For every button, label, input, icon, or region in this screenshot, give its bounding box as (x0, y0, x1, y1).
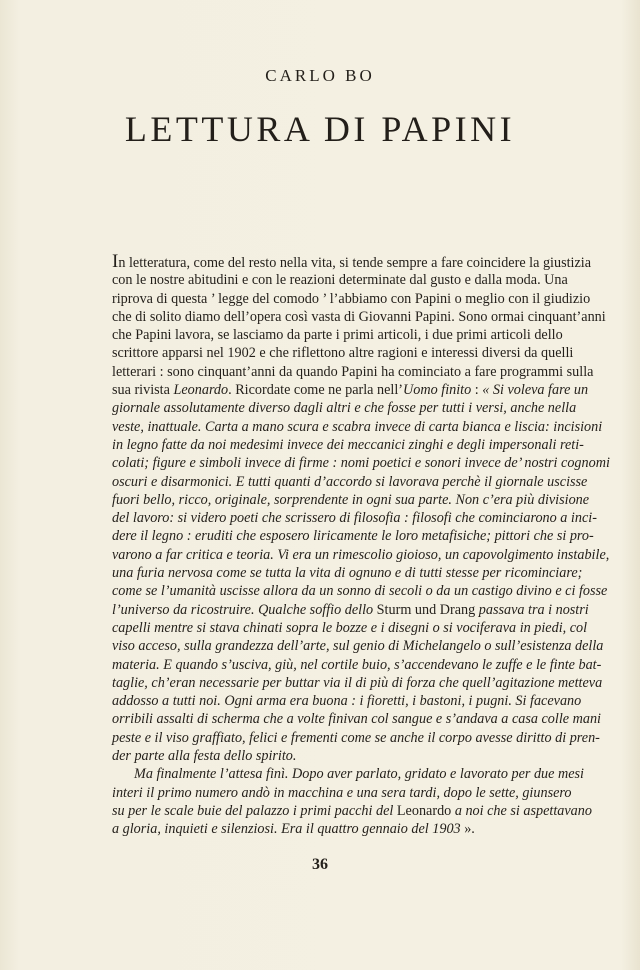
text-line (112, 436, 584, 454)
text-segment: Sturm (376, 601, 412, 618)
text-segment: : (471, 382, 483, 399)
text-line (112, 509, 597, 527)
text-line (112, 710, 601, 728)
text-line (112, 601, 589, 619)
text-line (112, 381, 589, 399)
article-title: LETTURA DI PAPINI (124, 109, 516, 149)
text-segment: . Ricordate come ne parla nell’ (228, 382, 404, 399)
text-segment: a noi che si aspettavano (451, 802, 592, 819)
text-segment: und (411, 601, 440, 618)
text-line (112, 582, 608, 600)
text-line (112, 656, 602, 674)
text-line (112, 692, 582, 710)
page-number: 36 (312, 856, 328, 873)
text-segment: Drang (439, 601, 476, 618)
text-line (112, 271, 568, 289)
text-segment: a gloria, inquieti e silenziosi. Era il quattro gennaio del 1903 (112, 821, 465, 838)
text-segment: varono a far critica e teoria. Vi era un rimescolio gioioso, un capovolgimento instabile, (112, 546, 610, 563)
text-line (112, 619, 588, 637)
author-name: CARLO BO (265, 66, 375, 85)
text-segment: su per le scale buie del palazzo i primi pacchi del (112, 802, 397, 819)
text-segment: viso acceso, sulla grandezza dell’arte, sul genio di Michelangelo o sull’esistenza della (112, 638, 604, 655)
text-line (112, 399, 577, 417)
text-segment: giornale assolutamente diverso dagli altri e che fosse per tutti i versi, anche nella (112, 400, 577, 417)
text-segment: come se l’umanità uscisse allora da un sonno di secoli o da un castigo divino e ci fosse (112, 583, 608, 600)
text-segment: Leonardo (396, 802, 452, 819)
initial-letter: I (112, 251, 119, 272)
text-segment: orribili assalti di scherma che a volte finivan col sangue e s’andava a casa colle mani (112, 711, 601, 728)
text-line (112, 344, 574, 362)
text-line (112, 747, 538, 765)
text-segment: der parte alla festa dello spirito. (112, 748, 297, 765)
text-segment: sua rivista (112, 382, 174, 399)
text-segment: fuori bello, ricco, originale, sorprendente in ogni sua parte. Non c’era più divisione (112, 491, 590, 508)
text-segment: che Papini lavora, se lasciamo da parte i primi articoli, i due primi articoli dello (112, 327, 563, 344)
text-line (112, 784, 572, 802)
text-line (112, 473, 588, 491)
text-segment: Leonardo (173, 382, 229, 399)
text-line (112, 308, 606, 326)
text-line (112, 674, 603, 692)
text-segment: una furia nervosa come se tutta la vita di ognuno e di tutti stesse per ricominciare; (112, 565, 583, 582)
text-segment: capelli mentre si stava chinati sopra le bozze e i disegni o si vociferava in piedi, col (112, 619, 588, 636)
text-line (112, 820, 538, 838)
text-segment: Ma finalmente l’attesa finì. Dopo aver parlato, gridato e lavorato per due mesi (134, 766, 585, 783)
text-line (112, 418, 603, 436)
text-line (112, 326, 563, 344)
text-segment: riprova di questa ’ legge del comodo ’ l’abbiamo con Papini o meglio con il giudizio (112, 290, 591, 307)
text-line (112, 491, 590, 509)
text-segment: In letteratura, come del resto nella vita, si tende sempre a fare coincidere la giustizia (112, 251, 592, 272)
text-segment: letterari : sono cinquant’anni da quando Papini ha cominciato a fare programmi sulla (112, 363, 594, 380)
text-line (112, 802, 592, 820)
text-line (112, 527, 594, 545)
text-segment: « Si voleva fare un (482, 382, 589, 399)
text-segment: con le nostre abitudini e con le reazioni determinate dal gusto e dalla moda. Una (112, 272, 568, 289)
text-line (112, 454, 610, 472)
text-segment: peste e il viso graffiato, felici e frementi come se anche il corpo avesse diritto di pren- (112, 729, 600, 746)
text-segment: ». (464, 821, 475, 838)
text-segment: Uomo finito (403, 382, 472, 399)
text-line (112, 251, 592, 272)
text-segment: materia. E quando s’usciva, giù, nel cortile buio, s’accendevano le zuffe e le finte bat- (112, 656, 602, 673)
article-body (112, 251, 610, 839)
text-segment: scrittore apparsi nel 1902 e che riflettono altre ragioni e interessi diversi da quelli (112, 345, 574, 362)
text-segment: interi il primo numero andò in macchina e una sera tardi, dopo le sette, giunsero (112, 784, 572, 801)
text-segment: in legno fatte da noi medesimi invece dei meccanici zinghi e degli impersonali reti- (112, 436, 584, 453)
text-line (112, 290, 591, 308)
text-segment: colati; figure e simboli invece di firme : nomi poetici e sonori invece de’ nostri cognomi (112, 455, 610, 472)
text-segment: veste, inattuale. Carta a mano scura e scabra invece di carta bianca e liscia: incisioni (112, 418, 603, 435)
text-segment: addosso a tutti noi. Ogni arma era buona : i fioretti, i bastoni, i pugni. Si facevano (112, 693, 582, 710)
text-segment: dere il legno : eruditi che esposero liricamente le loro metafisiche; pittori che si pro- (112, 528, 594, 545)
text-line (112, 765, 585, 783)
text-segment: passava tra i nostri (475, 601, 589, 618)
text-segment: taglie, ch’eran necessarie per buttar via il di più di forza che quell’agitazione metteva (112, 674, 603, 691)
text-segment: che di solito diamo dell’opera così vasta di Giovanni Papini. Sono ormai cinquant’anni (112, 308, 606, 325)
text-line (112, 363, 594, 381)
text-segment: del lavoro: si videro poeti che scrissero di filosofia : filosofi che cominciarono a inci- (112, 510, 597, 527)
text-line (112, 637, 604, 655)
text-segment: l’universo da ricostruire. Qualche soffio dello (112, 601, 377, 618)
text-segment: oscuri e disarmonici. E tutti quanti d’accordo si lavorava perchè il giornale uscisse (112, 473, 588, 490)
text-line (112, 564, 583, 582)
text-line (112, 729, 600, 747)
text-line (112, 546, 610, 564)
